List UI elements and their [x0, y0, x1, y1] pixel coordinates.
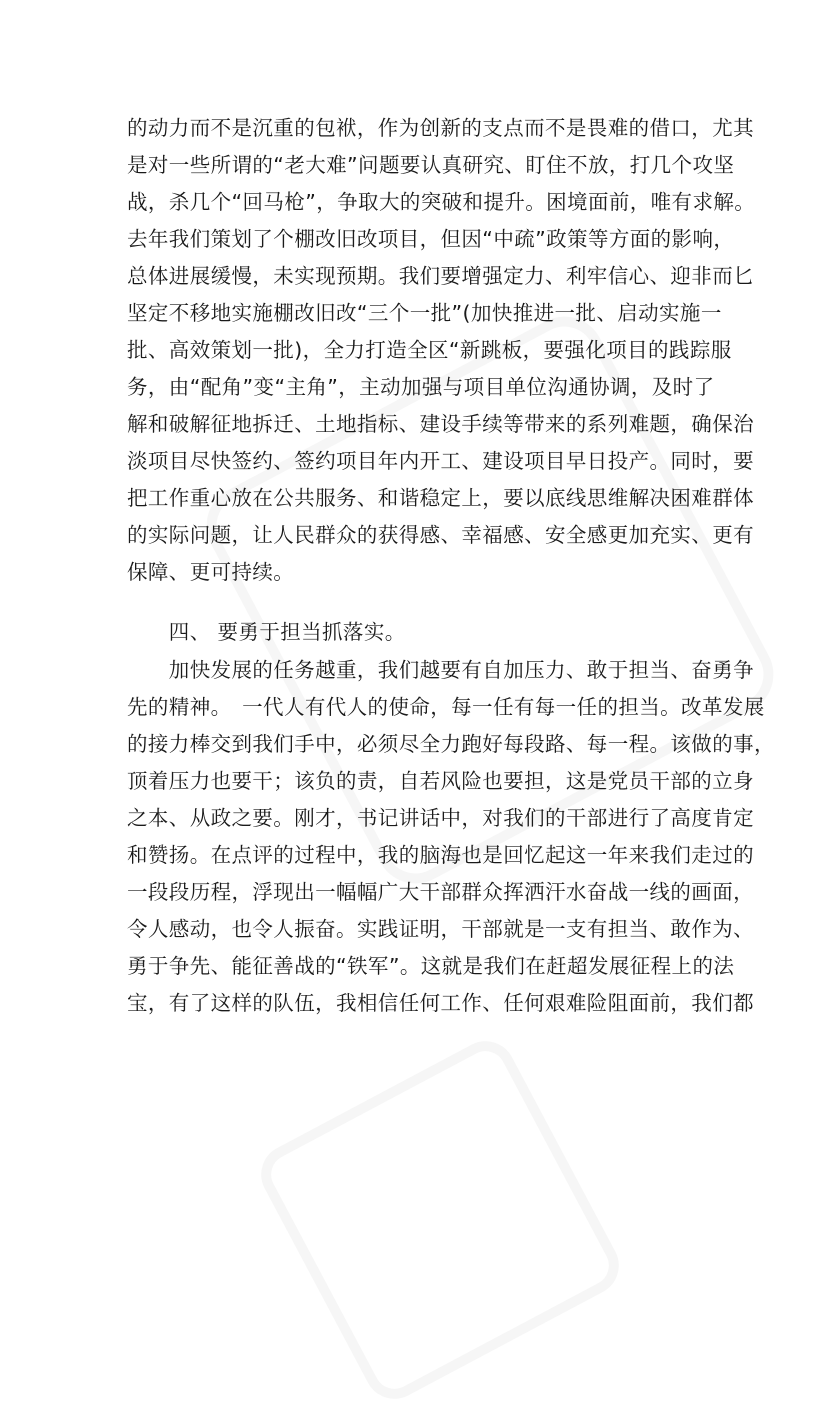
- text-line: 淡项目尽快签约、签约项目年内开工、建设项目早日投产。同时，要: [127, 449, 754, 473]
- text-line: 顶着压力也要干；该负的责，自若风险也要担，这是党员干部的立身: [127, 769, 754, 793]
- text-line: 坚定不移地实施棚改旧改“三个一批”(加快推进一批、启动实施一: [127, 301, 722, 325]
- text-line: 之本、从政之要。刚才，书记讲话中，对我们的干部进行了高度肯定: [127, 806, 754, 830]
- watermark-graphic-lower: [251, 1031, 630, 1409]
- text-line: 加快发展的任务越重，我们越要有自加压力、敢于担当、奋勇争: [127, 658, 754, 682]
- text-line: 的动力而不是沉重的包袱，作为创新的支点而不是畏难的借口，尤其: [127, 116, 754, 140]
- text-line: 先的精神。 一代人有代人的使命，每一任有每一任的担当。改革发展: [127, 695, 765, 719]
- text-line: 解和破解征地拆迁、土地指标、建设手续等带来的系列难题，确保治: [127, 412, 754, 436]
- text-line: 和赞扬。在点评的过程中，我的脑海也是回忆起这一年来我们走过的: [127, 843, 754, 867]
- text-line: 宝，有了这样的队伍，我相信任何工作、任何艰难险阻面前，我们都: [127, 991, 754, 1015]
- text-line: 批、高效策划一批)，全力打造全区“新跳板，要强化项目的践踪服: [127, 338, 732, 362]
- text-line: 是对一些所谓的“老大难”问题要认真研究、盯住不放，打几个攻坚: [127, 153, 735, 177]
- text-line: 令人感动，也令人振奋。实践证明，干部就是一支有担当、敢作为、: [127, 917, 754, 941]
- text-line: 把工作重心放在公共服务、和谐稳定上，要以底线思维解决困难群体: [127, 486, 754, 510]
- text-line: 的接力棒交到我们手中，必须尽全力跑好每段路、每一程。该做的事，: [127, 732, 775, 756]
- text-line: 务，由“配角”变“主角”，主动加强与项目单位沟通协调，及时了: [127, 375, 715, 399]
- text-line: 勇于争先、能征善战的“铁军”。这就是我们在赶超发展征程上的法: [127, 954, 735, 978]
- text-line: 一段段历程，浮现出一幅幅广大干部群众挥洒汗水奋战一线的画面，: [127, 880, 754, 904]
- text-line: 总体进展缓慢，未实现预期。我们要增强定力、利牢信心、迎非而匕: [127, 264, 754, 288]
- section-heading: 四、 要勇于担当抓落实。: [127, 620, 406, 644]
- text-line: 的实际问题，让人民群众的获得感、幸福感、安全感更加充实、更有: [127, 523, 754, 547]
- text-line: 保障、更可持续。: [127, 560, 295, 584]
- text-line: 去年我们策划了个棚改旧改项目，但因“中疏”政策等方面的影响，: [127, 227, 735, 251]
- text-line: 战，杀几个“回马枪”，争取大的突破和提升。困境面前，唯有求解。: [127, 190, 756, 214]
